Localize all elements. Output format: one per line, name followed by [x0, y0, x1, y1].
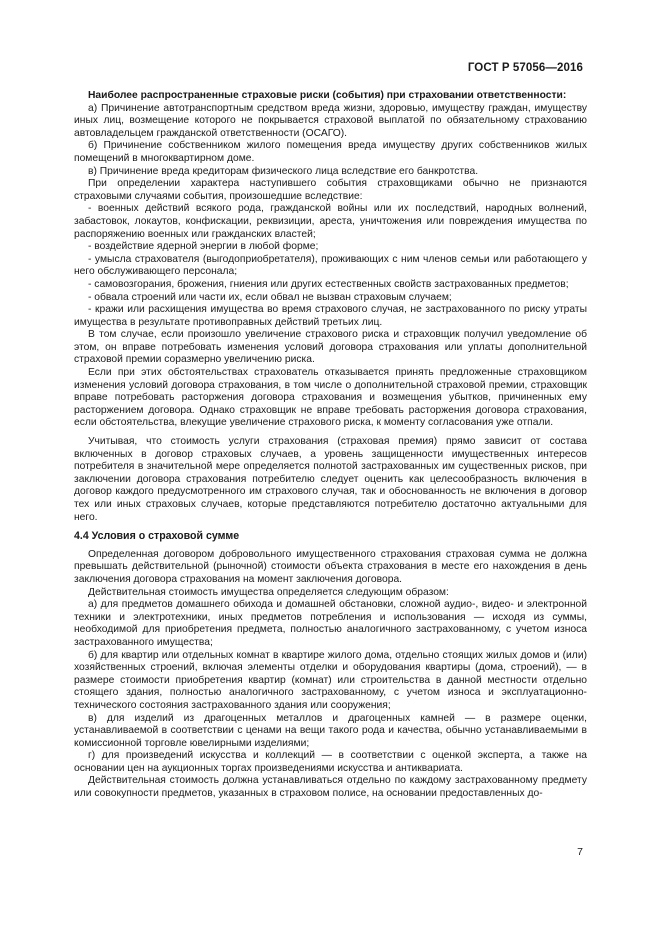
document-header: ГОСТ Р 57056—2016	[467, 62, 583, 74]
intro-heading: Наиболее распространенные страховые риски (события) при страховании ответственности:	[88, 90, 567, 101]
body-text	[74, 90, 587, 801]
paragraph: При определении характера наступившего события страховщиками обычно не признаются страховыми случаями события, произошедшие вследствие:	[74, 178, 587, 202]
list-item: - кражи или расхищения имущества во время страхового случая, не застрахованного по риску утраты имущества в результате противоправных действий третьих лиц.	[74, 304, 587, 328]
paragraph: б) Причинение собственником жилого помещения вреда имуществу других собственников жилых помещений в многоквартирном доме.	[74, 140, 587, 164]
paragraph: Действительная стоимость имущества определяется следующим образом:	[88, 586, 449, 598]
section-title: 4.4 Условия о страховой сумме	[74, 530, 240, 543]
list-item: - самовозгорания, брожения, гниения или других естественных свойств застрахованных предметов;	[88, 278, 569, 290]
paragraph: Определенная договором добровольного имущественного страхования страховая сумма не должна превышать действительной (рыночной) стоимости объекта страхования в месте его нахождения в день заключения договора страхования на момент заключения договора.	[74, 548, 587, 585]
paragraph: Действительная стоимость должна устанавливаться отдельно по каждому застрахованному предмету или совокупности предметов, указанных в страховом полисе, на основании предоставленных до-	[74, 775, 587, 800]
paragraph: В том случае, если произошло увеличение страхового риска и страховщик получил уведомление об этом, он вправе потребовать изменения условий договора страхования или уплаты дополнительной страховой премии соразмерно увеличению риска.	[74, 329, 587, 366]
list-item: - воздействие ядерной энергии в любой форме;	[88, 241, 319, 253]
page-number: 7	[577, 846, 583, 858]
list-item: б) для квартир или отдельных комнат в квартире жилого дома, отдельно стоящих жилых домов и (или) хозяйственных строений, включая элементы отделки и оборудования квартиры (дома, строений), — в размере стоимости приобретения квартир (комнат) или строительства в данной местности отдельно стоящего здания, полностью аналогичного застрахованному, с учетом износа и эксплуатационно-технического состояния застрахованного здания или сооружения;	[74, 649, 587, 711]
list-item: а) для предметов домашнего обихода и домашней обстановки, сложной аудио-, видео- и электронной техники и электротехники, иных предметов потребления и использования — исходя из суммы, необходимой для приобретения предмета, полностью аналогичного застрахованному, с учетом износа застрахованного имущества;	[74, 599, 587, 648]
paragraph: Если при этих обстоятельствах страхователь отказывается принять предложенные страховщиком изменения условий договора страхования, в том числе о дополнительной страховой премии, страховщик вправе потребовать расторжения договора страхования и возмещения убытков, причиненных ему расторжением договора. Однако страховщик не вправе требовать расторжения договора страхования, если обстоятельства, влекущие увеличение страхового риска, к моменту согласования уже отпали.	[74, 367, 587, 429]
list-item: - обвала строений или части их, если обвал не вызван страховым случаем;	[88, 291, 452, 303]
paragraph: в) Причинение вреда кредиторам физического лица вследствие его банкротства.	[88, 165, 479, 177]
paragraph: Учитывая, что стоимость услуги страхования (страховая премия) прямо зависит от состава включенных в договор страховых случаев, а уровень защищенности имущественных интересов потребителя в значительной мере определяется полнотой застрахованных им существенных рисков, при заключении договора страхования потребителю следует оценить как целесообразность включения в договор каждого предусмотренного им страхового случая, так и обоснованность не включения в договор тех или иных страховых случаев, которые представляются потребителю достаточно актуальными для него.	[74, 436, 587, 523]
paragraph: а) Причинение автотранспортным средством вреда жизни, здоровью, имуществу граждан, имуществу иных лиц, возмещение которого не покрывается страховой выплатой по обязательному страхованию автовладельцем гражданской ответственности (ОСАГО).	[74, 102, 587, 139]
list-item: г) для произведений искусства и коллекций — в соответствии с оценкой эксперта, а также на основании цен на аукционных торгах произведениями искусства и антиквариата.	[74, 750, 587, 774]
list-item: - умысла страхователя (выгодоприобретателя), проживающих с ним членов семьи или работающего у него обслуживающего персонала;	[74, 253, 587, 278]
list-item: в) для изделий из драгоценных металлов и драгоценных камней — в размере оценки, устанавливаемой в соответствии с ценами на вещи такого рода и качества, обычно устанавливаемыми в комиссионной торговле ювелирными изделиями;	[74, 712, 587, 749]
list-item: - военных действий всякого рода, гражданской войны или их последствий, народных волнений, забастовок, локаутов, конфискации, реквизиции, ареста, уничтожения или повреждения имущества по распоряжению военных или гражданских властей;	[74, 203, 587, 240]
